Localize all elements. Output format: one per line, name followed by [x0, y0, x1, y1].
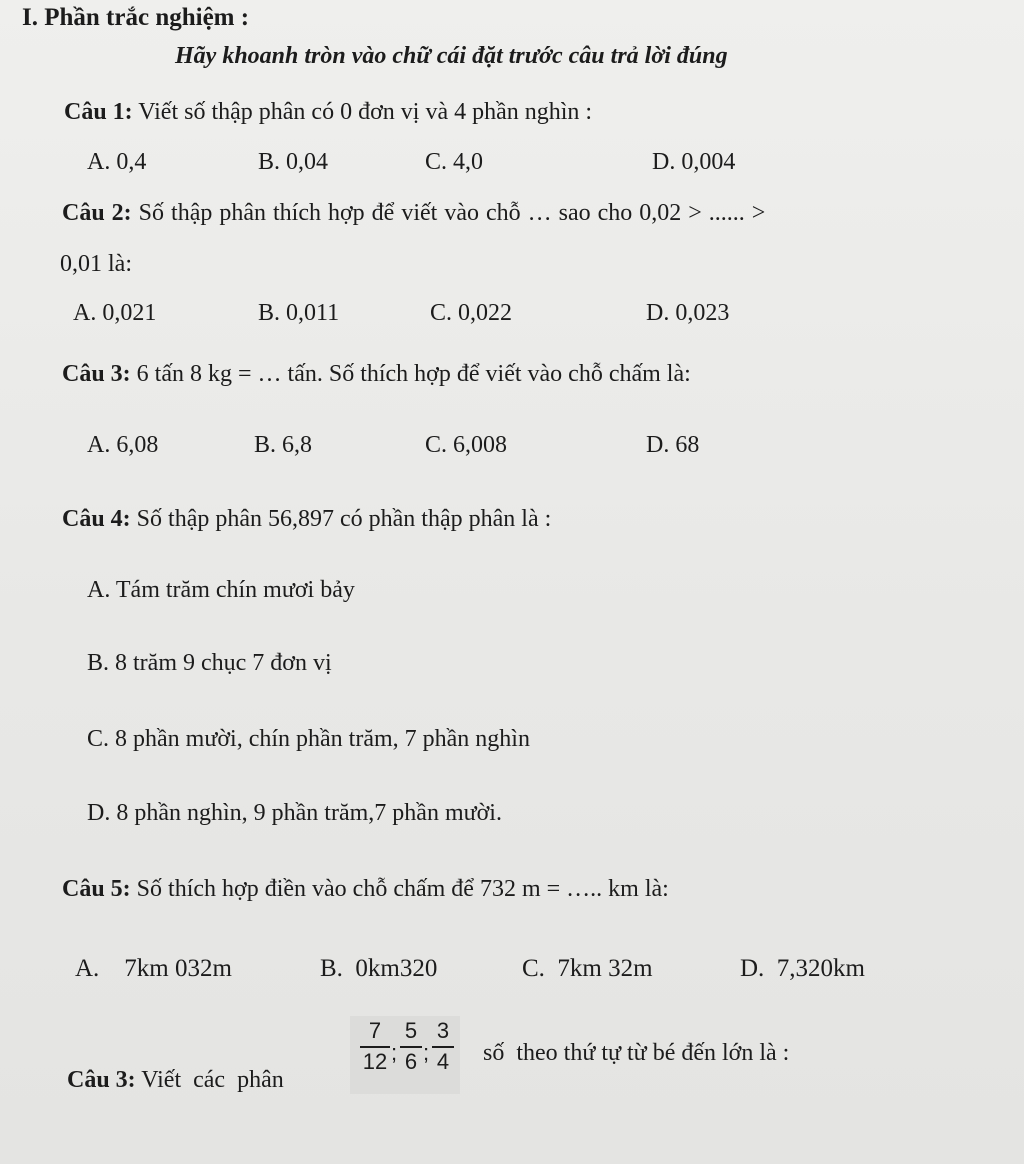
question-2	[62, 200, 765, 227]
q5-option-c[interactable]: C. 7km 32m	[522, 955, 653, 982]
question-text: Số thích hợp điền vào chỗ chấm để 732 m = ….. km là:	[130, 876, 669, 902]
fraction	[360, 1018, 390, 1075]
q3-option-d[interactable]: D. 68	[646, 432, 700, 458]
q2-option-c[interactable]: C. 0,022	[430, 300, 513, 326]
q3-option-a[interactable]: A. 6,08	[87, 432, 159, 458]
fraction-bar	[400, 1046, 422, 1048]
question-text: Viết số thập phân có 0 đơn vị và 4 phần nghìn :	[132, 99, 593, 125]
question-text-before: Viết các phân	[135, 1067, 284, 1093]
question-text: 6 tấn 8 kg = … tấn. Số thích hợp để viết vào chỗ chấm là:	[130, 361, 691, 387]
fraction-bar	[432, 1046, 454, 1048]
q1-option-b[interactable]: B. 0,04	[258, 149, 329, 175]
question-text-after: số theo thứ tự từ bé đến lớn là :	[483, 1040, 790, 1066]
q4-option-c[interactable]: C. 8 phần mười, chín phần trăm, 7 phần nghìn	[87, 726, 530, 752]
fraction-numerator: 5	[404, 1018, 418, 1043]
q2-option-b[interactable]: B. 0,011	[258, 300, 340, 326]
question-text: Số thập phân thích hợp để viết vào chỗ … sao cho 0,02 > ...... >	[131, 200, 766, 226]
fraction-denominator: 12	[362, 1049, 388, 1074]
fraction-denominator: 4	[436, 1049, 450, 1074]
q5-option-a[interactable]: A. 7km 032m	[75, 955, 232, 982]
q1-option-c[interactable]: C. 4,0	[425, 149, 484, 175]
q2-option-a[interactable]: A. 0,021	[73, 300, 157, 326]
section-title: I. Phần trắc nghiệm :	[22, 4, 250, 31]
fraction	[432, 1018, 454, 1075]
question-3	[62, 361, 691, 388]
question-label: Câu 1:	[64, 99, 133, 125]
question-label: Câu 2:	[62, 200, 132, 226]
question-label: Câu 5:	[62, 876, 131, 902]
fraction-numerator: 3	[436, 1018, 450, 1043]
q4-option-b[interactable]: B. 8 trăm 9 chục 7 đơn vị	[87, 650, 332, 676]
q3-option-c[interactable]: C. 6,008	[425, 432, 508, 458]
fraction-bar	[360, 1046, 390, 1048]
q3-option-b[interactable]: B. 6,8	[254, 432, 313, 458]
question-6	[43, 1040, 284, 1121]
fraction	[400, 1018, 422, 1075]
fraction-denominator: 6	[404, 1049, 418, 1074]
q1-option-d[interactable]: D. 0,004	[652, 149, 736, 175]
question-2-continuation: 0,01 là:	[60, 251, 132, 277]
fraction-separator: ;	[391, 1040, 398, 1065]
question-label: Câu 3:	[62, 361, 131, 387]
instruction: Hãy khoanh tròn vào chữ cái đặt trước câu trả lời đúng	[175, 43, 728, 69]
question-1	[64, 99, 592, 126]
q5-option-d[interactable]: D. 7,320km	[740, 955, 865, 982]
question-5	[62, 876, 669, 903]
q1-option-a[interactable]: A. 0,4	[87, 149, 147, 175]
question-label: Câu 4:	[62, 506, 131, 532]
fraction-list	[350, 1016, 460, 1094]
q5-option-b[interactable]: B. 0km320	[320, 955, 438, 982]
question-text: Số thập phân 56,897 có phần thập phân là :	[130, 506, 552, 532]
q2-option-d[interactable]: D. 0,023	[646, 300, 730, 326]
question-4	[62, 506, 551, 533]
question-label: Câu 3:	[67, 1067, 136, 1093]
fraction-separator: ;	[423, 1040, 430, 1065]
q4-option-a[interactable]: A. Tám trăm chín mươi bảy	[87, 577, 355, 603]
fraction-numerator: 7	[368, 1018, 382, 1043]
q4-option-d[interactable]: D. 8 phần nghìn, 9 phần trăm,7 phần mười.	[87, 800, 502, 826]
